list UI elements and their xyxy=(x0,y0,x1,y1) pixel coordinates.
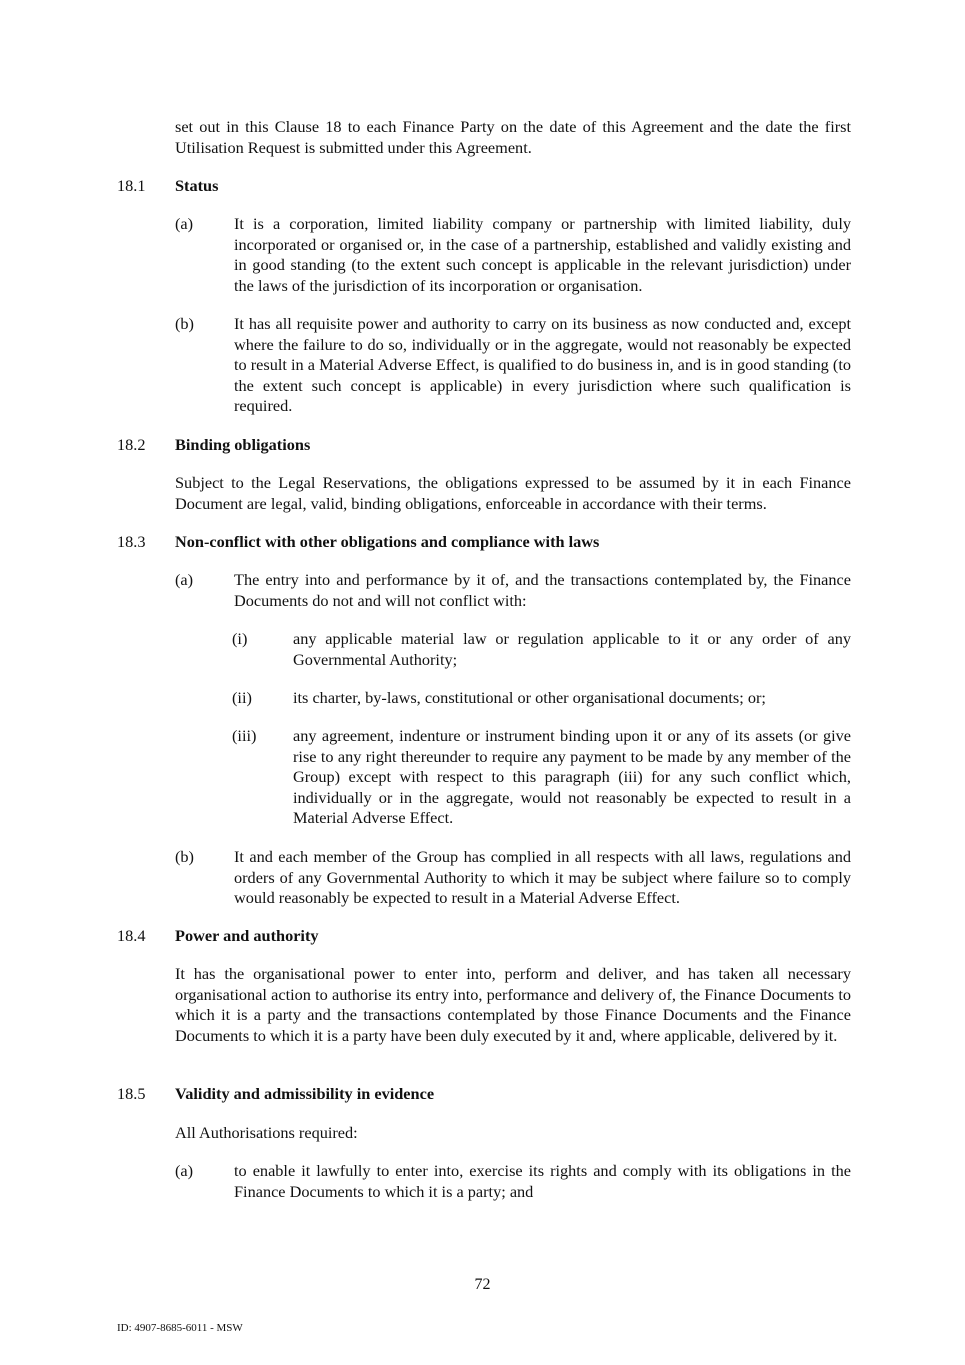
clause-18-3-b-text: It and each member of the Group has complied in all respects with all laws, regulations and orders of any Governmental Authority to which it may be subject where failure so to comply would reasonably be expected to result in a Material Adverse Effect. xyxy=(234,847,851,908)
clause-18-5-number: 18.5 xyxy=(117,1084,146,1103)
clause-18-1-a-label: (a) xyxy=(175,214,194,233)
clause-18-1-b-label: (b) xyxy=(175,314,194,333)
page-number: 72 xyxy=(474,1276,491,1293)
clause-18-3-ii-label: (ii) xyxy=(232,688,252,707)
clause-18-2-number: 18.2 xyxy=(117,435,146,454)
clause-18-4-heading: Power and authority xyxy=(175,926,319,945)
clause-18-4-text: It has the organisational power to enter into, perform and deliver, and has taken all necessary organisational action to authorise its entry into, performance and delivery of, the Finance Documents to which it is a party and the transactions contemplated by those Finance Documents and the Finance Documents to which it is a party have been duly executed by it and, where applicable, delivered by it. xyxy=(175,964,851,1045)
clause-18-3-ii-text: its charter, by-laws, constitutional or other organisational documents; or; xyxy=(293,688,766,707)
clause-18-1-number: 18.1 xyxy=(117,176,146,195)
clause-18-3-number: 18.3 xyxy=(117,532,146,551)
clause-18-3-a-text: The entry into and performance by it of, and the transactions contemplated by, the Finance Documents do not and will not conflict with: xyxy=(234,570,851,610)
clause-18-1-b-text: It has all requisite power and authority to carry on its business as now conducted and, except where the failure to do so, individually or in the aggregate, would not reasonably be expected to result in a Material Adverse Effect, is qualified to do business in, and is in good standing (to the extent such concept is applicable) in every jurisdiction where such qualification is required. xyxy=(234,314,851,416)
clause-18-3-heading: Non-conflict with other obligations and compliance with laws xyxy=(175,532,600,551)
clause-18-5-text: All Authorisations required: xyxy=(175,1123,358,1142)
clause-18-3-a-label: (a) xyxy=(175,570,194,589)
document-id: ID: 4907-8685-6011 - MSW xyxy=(117,1322,243,1334)
clause-18-3-i-label: (i) xyxy=(232,629,248,648)
clause-18-3-b-label: (b) xyxy=(175,847,194,866)
clause-18-3-iii-text: any agreement, indenture or instrument binding upon it or any of its assets (or give rise to any right thereunder to require any payment to be made by any member of the Group) except with respect to this paragraph (iii) for any such conflict which, individually or in the aggregate, would not reasonably be expected to result in a Material Adverse Effect. xyxy=(293,726,851,828)
clause-18-1-a-text: It is a corporation, limited liability company or partnership with limited liability, duly incorporated or organised or, in the case of a partnership, established and validly existing and in good standing (to the extent such concept is applicable in the relevant jurisdiction) under the laws of the jurisdiction of its incorporation or organisation. xyxy=(234,214,851,295)
clause-18-4-number: 18.4 xyxy=(117,926,146,945)
clause-18-2-text: Subject to the Legal Reservations, the obligations expressed to be assumed by it in each Finance Document are legal, valid, binding obligations, enforceable in accordance with their terms. xyxy=(175,473,851,513)
clause-18-3-iii-label: (iii) xyxy=(232,726,257,745)
clause-18-3-i-text: any applicable material law or regulation applicable to it or any order of any Governmental Authority; xyxy=(293,629,851,669)
clause-18-5-heading: Validity and admissibility in evidence xyxy=(175,1084,435,1103)
intro-paragraph: set out in this Clause 18 to each Finance Party on the date of this Agreement and the date the first Utilisation Request is submitted under this Agreement. xyxy=(175,117,851,157)
clause-18-5-a-label: (a) xyxy=(175,1161,194,1180)
clause-18-1-heading: Status xyxy=(175,176,219,195)
clause-18-2-heading: Binding obligations xyxy=(175,435,311,454)
clause-18-5-a-text: to enable it lawfully to enter into, exercise its rights and comply with its obligations in the Finance Documents to which it is a party; and xyxy=(234,1161,851,1201)
